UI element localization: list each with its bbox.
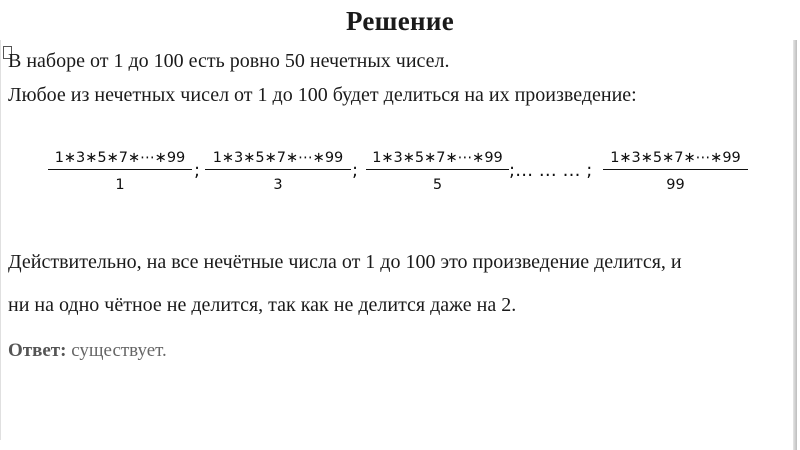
answer-text: существует.	[66, 340, 167, 361]
fraction-3	[366, 150, 509, 193]
text-line-1: В наборе от 1 до 100 есть ровно 50 нечетных чисел.	[8, 50, 450, 72]
fraction-1-denominator: 1	[115, 177, 125, 193]
left-border	[0, 40, 1, 440]
separator-3: ;… … … ;	[509, 160, 593, 181]
fraction-4-denominator: 99	[666, 177, 685, 193]
separator-1: ;	[194, 160, 201, 181]
fraction-2-numerator: 1∗3∗5∗7∗⋯∗99	[212, 150, 344, 166]
fraction-4-numerator: 1∗3∗5∗7∗⋯∗99	[610, 150, 741, 166]
fraction-1-numerator: 1∗3∗5∗7∗⋯∗99	[54, 150, 186, 166]
fraction-2	[205, 150, 351, 193]
text-line-3: Действительно, на все нечётные числа от 1 до 100 это произведение делится, и	[8, 251, 682, 273]
fraction-2-denominator: 3	[273, 177, 283, 193]
right-border	[793, 40, 797, 450]
text-line-4: ни на одно чётное не делится, так как не делится даже на 2.	[8, 294, 517, 316]
fraction-4	[603, 150, 748, 193]
fraction-3-denominator: 5	[432, 177, 443, 193]
fraction-1	[48, 150, 192, 193]
answer-line	[8, 340, 167, 362]
answer-label: Ответ:	[8, 340, 67, 361]
fraction-3-numerator: 1∗3∗5∗7∗⋯∗99	[372, 150, 503, 166]
slide-title: Решение	[345, 6, 455, 36]
text-line-2: Любое из нечетных чисел от 1 до 100 будет делиться на их произведение:	[8, 84, 637, 106]
separator-2: ;	[352, 160, 359, 181]
